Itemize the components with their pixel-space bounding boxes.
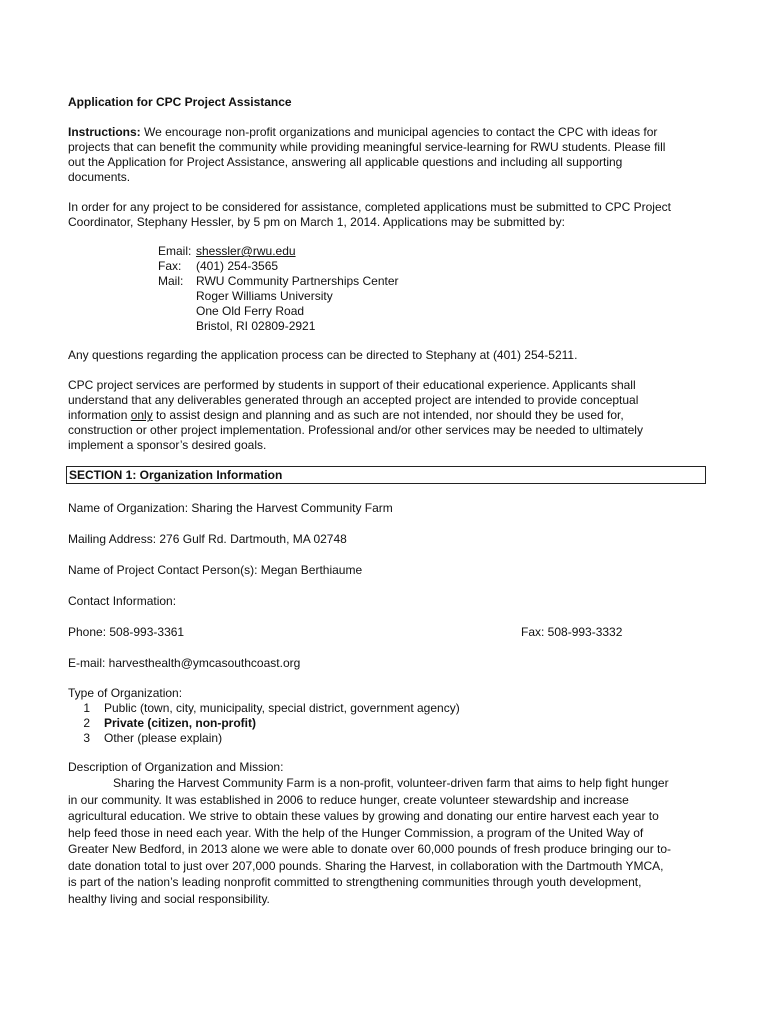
org-type-label: Type of Organization: bbox=[68, 686, 183, 700]
section1-header: SECTION 1: Organization Information bbox=[66, 466, 706, 484]
org-type-item: 3 Other (please explain) bbox=[83, 731, 223, 745]
email-label: Email: bbox=[158, 244, 192, 258]
questions-paragraph: Any questions regarding the application process can be directed to Stephany at (401) 254-5211. bbox=[68, 348, 578, 362]
mail-line: RWU Community Partnerships Center bbox=[196, 274, 399, 288]
org-type-item: 2 Private (citizen, non-profit) bbox=[83, 716, 257, 730]
document-title: Application for CPC Project Assistance bbox=[68, 95, 292, 109]
contact-person: Name of Project Contact Person(s): Megan Berthiaume bbox=[68, 563, 363, 577]
email: E-mail: harvesthealth@ymcasouthcoast.org bbox=[68, 656, 301, 670]
description-paragraph: Sharing the Harvest Community Farm is a non-profit, volunteer-driven farm that aims to help fight hunger in our community. It was established in 2006 to reduce hunger, create volunteer stewardship and increase agricultural education. We strive to obtain these values by growing and donating our entire harvest each year to help feed those in need each year. With the help of the Hunger Commission, a program of the United Way of Greater New Bedford, in 2013 alone we were able to donate over 60,000 pounds of fresh produce bringing our to- date donation total to just over 207,000 pounds. Sharing the Harvest, in collaboration with the Dartmouth YMCA, is part of the nation’s leading nonprofit committed to strengthening communities through youth development, healthy living and social responsibility. bbox=[68, 776, 672, 906]
org-type-item: 1 Public (town, city, municipality, special district, government agency) bbox=[83, 701, 460, 715]
instructions-label: Instructions: bbox=[68, 125, 141, 139]
fax: Fax: 508-993-3332 bbox=[521, 625, 623, 639]
mail-line: Bristol, RI 02809-2921 bbox=[196, 319, 316, 333]
org-name: Name of Organization: Sharing the Harvest Community Farm bbox=[68, 501, 393, 515]
mail-line: One Old Ferry Road bbox=[196, 304, 305, 318]
mailing-address: Mailing Address: 276 Gulf Rd. Dartmouth, MA 02748 bbox=[68, 532, 347, 546]
instructions-paragraph: Instructions: We encourage non-profit organizations and municipal agencies to contact the CPC with ideas for projects that can benefit the community while providing meaningful service-learning for RWU students. Please fill out the Application for Project Assistance, answering all applicable questions and including all supporting documents. bbox=[68, 125, 666, 184]
email-link[interactable]: shessler@rwu.edu bbox=[196, 244, 296, 258]
contact-block bbox=[158, 244, 399, 334]
mail-label: Mail: bbox=[158, 274, 184, 288]
fax-value: (401) 254-3565 bbox=[196, 259, 279, 273]
fax-label: Fax: bbox=[158, 259, 182, 273]
contact-info-label: Contact Information: bbox=[68, 594, 177, 608]
phone: Phone: 508-993-3361 bbox=[68, 625, 185, 639]
mail-line: Roger Williams University bbox=[196, 289, 333, 303]
services-paragraph: CPC project services are performed by students in support of their educational experience. Applicants shall understand that any deliverables generated through an accepted project are intended to provide conceptual information only to assist design and planning and as such are not intended, nor should they be used for, construction or other project implementation. Professional and/or other services may be needed to ultimately implement a sponsor’s desired goals. bbox=[68, 378, 643, 452]
deadline-paragraph: In order for any project to be considered for assistance, completed applications must be submitted to CPC Project Coordinator, Stephany Hessler, by 5 pm on March 1, 2014. Applications may be submitted by: bbox=[68, 200, 671, 229]
description-label: Description of Organization and Mission: bbox=[68, 760, 284, 774]
